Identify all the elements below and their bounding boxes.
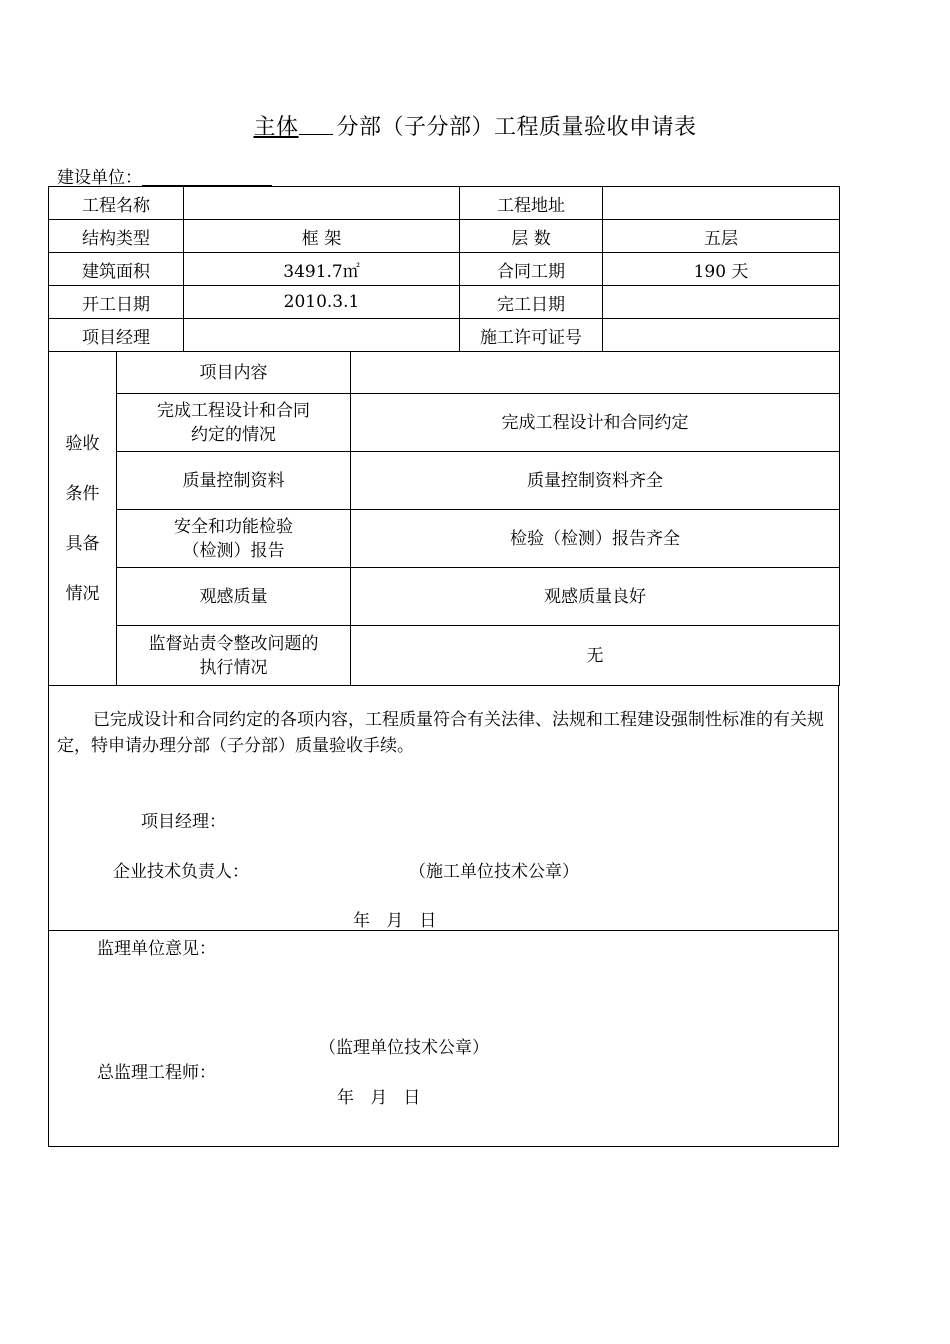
condition-value[interactable]: 无 <box>351 626 840 686</box>
cell-value[interactable]: 3491.7㎡ <box>184 253 460 286</box>
build-unit-field[interactable] <box>142 167 272 186</box>
conditions-side-label <box>49 352 117 686</box>
condition-item-line: 约定的情况 <box>191 424 276 445</box>
condition-item-line: 监督站责令整改问题的 <box>148 633 319 654</box>
title-blank <box>299 116 333 135</box>
supervision-date: 年 月 日 <box>337 1088 421 1108</box>
construction-seal-label: （施工单位技术公章） <box>409 862 579 882</box>
cell-label: 层 数 <box>460 220 603 253</box>
condition-value[interactable]: 检验（检测）报告齐全 <box>351 510 840 568</box>
cell-label: 施工许可证号 <box>460 319 603 352</box>
cell-value[interactable] <box>184 187 460 220</box>
side-label-line: 验收 <box>65 433 100 454</box>
cell-label: 完工日期 <box>460 286 603 319</box>
condition-value[interactable]: 完成工程设计和合同约定 <box>351 394 840 452</box>
cell-label: 工程地址 <box>460 187 603 220</box>
title-main: 分部（子分部）工程质量验收申请表 <box>336 115 697 140</box>
condition-item-line: 安全和功能检验 <box>174 516 293 537</box>
cell-value[interactable]: 五层 <box>603 220 840 253</box>
table-row <box>49 352 840 394</box>
condition-item <box>117 626 351 686</box>
form-title <box>0 110 950 141</box>
condition-item-line: （检测）报告 <box>182 540 285 561</box>
declaration-section <box>48 685 839 931</box>
table-row <box>49 187 840 220</box>
condition-item <box>117 510 351 568</box>
cell-label: 工程名称 <box>49 187 184 220</box>
title-prefix: 主体 <box>253 115 299 140</box>
cell-label: 项目经理 <box>49 319 184 352</box>
condition-item-line: 执行情况 <box>199 657 268 678</box>
cell-value[interactable]: 190 天 <box>603 253 840 286</box>
cell-label: 开工日期 <box>49 286 184 319</box>
acceptance-conditions-table <box>48 351 840 686</box>
table-row <box>49 510 840 568</box>
condition-value[interactable]: 质量控制资料齐全 <box>351 452 840 510</box>
build-unit-label: 建设单位： <box>57 168 142 188</box>
table-row <box>49 568 840 626</box>
condition-item: 质量控制资料 <box>117 452 351 510</box>
cell-value[interactable] <box>603 319 840 352</box>
condition-item-line: 完成工程设计和合同 <box>157 400 310 421</box>
declaration-text: 已完成设计和合同约定的各项内容，工程质量符合有关法律、法规和工程建设强制性标准的有关规定，特申请办理分部（子分部）质量验收手续。 <box>57 710 824 756</box>
supervision-opinion-label: 监理单位意见： <box>97 939 216 959</box>
table-row <box>49 286 840 319</box>
tech-lead-label: 企业技术负责人： <box>113 862 249 882</box>
supervision-seal-label: （监理单位技术公章） <box>319 1038 489 1058</box>
condition-value[interactable] <box>351 352 840 394</box>
chief-engineer-label: 总监理工程师： <box>97 1063 216 1083</box>
table-row <box>49 626 840 686</box>
project-manager-label: 项目经理： <box>141 812 226 832</box>
cell-label: 合同工期 <box>460 253 603 286</box>
condition-value[interactable]: 观感质量良好 <box>351 568 840 626</box>
build-unit-line <box>57 163 272 188</box>
cell-value[interactable] <box>603 187 840 220</box>
table-row <box>49 253 840 286</box>
project-info-table <box>48 186 840 352</box>
cell-value[interactable]: 框 架 <box>184 220 460 253</box>
table-row <box>49 220 840 253</box>
table-row <box>49 394 840 452</box>
condition-item: 观感质量 <box>117 568 351 626</box>
supervision-section <box>48 930 839 1147</box>
side-label-line: 情况 <box>65 583 100 604</box>
side-label-line: 具备 <box>65 533 100 554</box>
condition-item: 项目内容 <box>117 352 351 394</box>
cell-value[interactable] <box>603 286 840 319</box>
table-row <box>49 319 840 352</box>
table-row <box>49 452 840 510</box>
condition-item <box>117 394 351 452</box>
declaration-date: 年 月 日 <box>353 911 437 931</box>
cell-value[interactable]: 2010.3.1 <box>184 286 460 319</box>
cell-label: 结构类型 <box>49 220 184 253</box>
cell-value[interactable] <box>184 319 460 352</box>
side-label-line: 条件 <box>65 483 100 504</box>
cell-label: 建筑面积 <box>49 253 184 286</box>
